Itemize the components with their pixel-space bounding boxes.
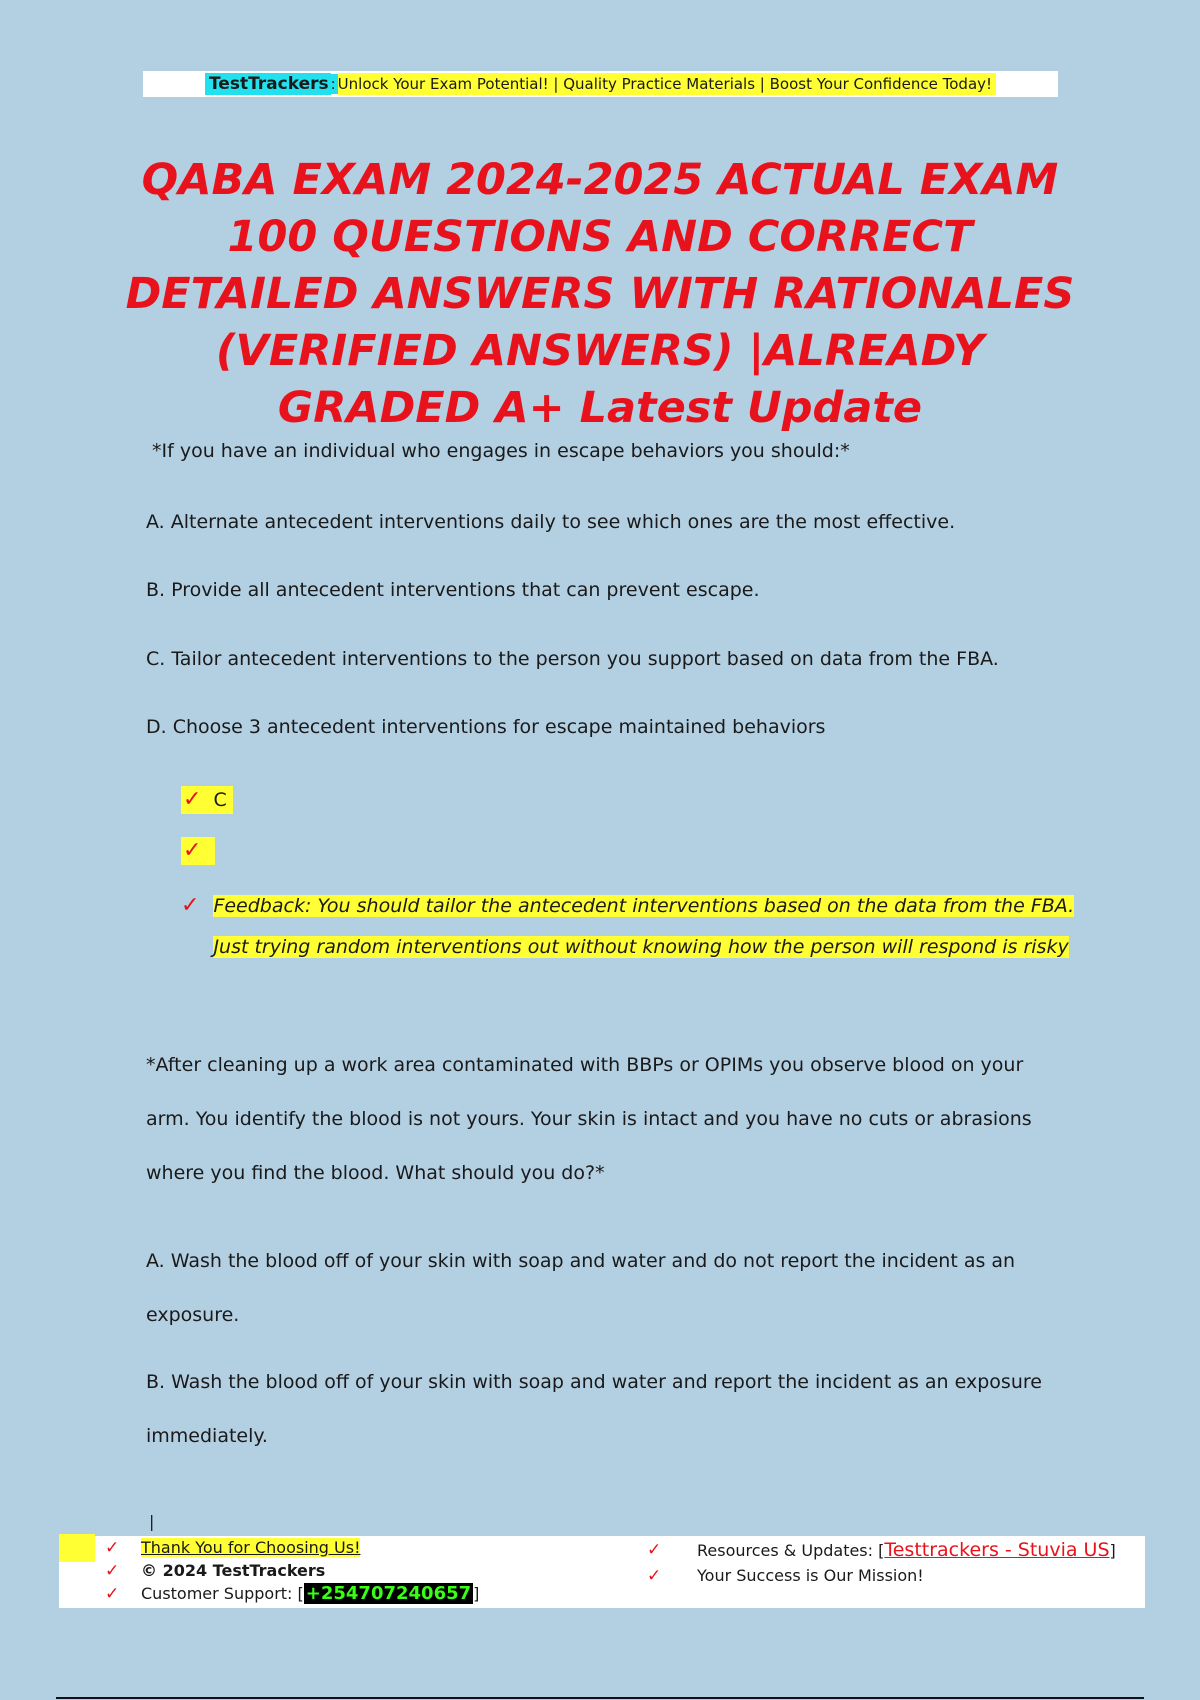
brand-separator: :	[330, 75, 336, 93]
question-1-text: *If you have an individual who engages in escape behaviors you should:*	[152, 440, 850, 462]
checkmark-icon: ✓	[181, 893, 200, 918]
checkmark-icon: ✓	[105, 1583, 120, 1604]
banner-tagline: Unlock Your Exam Potential! | Quality Practice Materials | Boost Your Confidence Today!	[338, 73, 996, 95]
support-close: ]	[473, 1584, 480, 1603]
header-banner	[143, 71, 1058, 97]
page-footer	[59, 1536, 1145, 1608]
question-2-option-b: B. Wash the blood off of your skin with soap and water and report the incident as an exposure immediately.	[146, 1371, 1042, 1447]
checkmark-icon: ✓	[183, 838, 202, 863]
question-1-option-b: B. Provide all antecedent interventions that can prevent escape.	[146, 579, 760, 601]
question-1-answer	[181, 786, 233, 814]
question-2-option-a: A. Wash the blood off of your skin with soap and water and do not report the incident as an exposure.	[146, 1250, 1016, 1326]
footer-resources	[647, 1536, 1116, 1564]
checkmark-icon: ✓	[647, 1565, 662, 1586]
thank-you-link[interactable]: Thank You for Choosing Us!	[141, 1538, 361, 1557]
question-1-option-a: A. Alternate antecedent interventions daily to see which ones are the most effective.	[146, 511, 956, 533]
footer-copyright	[59, 1559, 479, 1582]
bottom-rule	[56, 1697, 1144, 1699]
footer-mission	[647, 1564, 1116, 1587]
question-1-option-c: C. Tailor antecedent interventions to the person you support based on data from the FBA.	[146, 648, 999, 670]
question-2-text: *After cleaning up a work area contaminated with BBPs or OPIMs you observe blood on your arm. You identify the blood is not yours. Your skin is intact and you have no cuts or abrasions where you find the blood. What should you do?*	[146, 1054, 1032, 1184]
footer-right	[647, 1536, 1116, 1587]
feedback-line-2: Just trying random interventions out without knowing how the person will respond is risky	[213, 936, 1069, 958]
mission-text: Your Success is Our Mission!	[697, 1566, 924, 1585]
support-label: Customer Support: [	[141, 1584, 304, 1603]
footer-thank-you	[59, 1536, 479, 1559]
question-1-option-d: D. Choose 3 antecedent interventions for escape maintained behaviors	[146, 716, 826, 738]
copyright-text: © 2024 TestTrackers	[141, 1561, 326, 1580]
brand-name: TestTrackers	[205, 73, 331, 95]
support-phone[interactable]: +254707240657	[305, 1583, 472, 1604]
document-title: QABA EXAM 2024-2025 ACTUAL EXAM 100 QUESTIONS AND CORRECT DETAILED ANSWERS WITH RATIONALES (VERIFIED ANSWERS) |ALREADY GRADED A+ Latest Update	[125, 155, 1075, 433]
answer-letter: C	[213, 789, 227, 811]
footer-support	[59, 1582, 479, 1605]
checkmark-icon: ✓	[647, 1540, 662, 1560]
feedback-line-1: Feedback: You should tailor the antecedent interventions based on the data from the FBA.	[213, 895, 1075, 917]
checkmark-icon: ✓	[105, 1560, 120, 1581]
text-cursor: |	[149, 1512, 155, 1531]
footer-left	[59, 1536, 479, 1605]
checkmark-icon: ✓	[59, 1534, 95, 1562]
checkmark-icon: ✓	[183, 787, 202, 812]
question-1-answer-blank	[181, 837, 215, 865]
resources-close: ]	[1109, 1540, 1116, 1560]
question-1-feedback	[181, 892, 1081, 968]
resources-link[interactable]: Testtrackers - Stuvia US	[884, 1539, 1110, 1561]
resources-label: Resources & Updates: [	[697, 1540, 885, 1560]
